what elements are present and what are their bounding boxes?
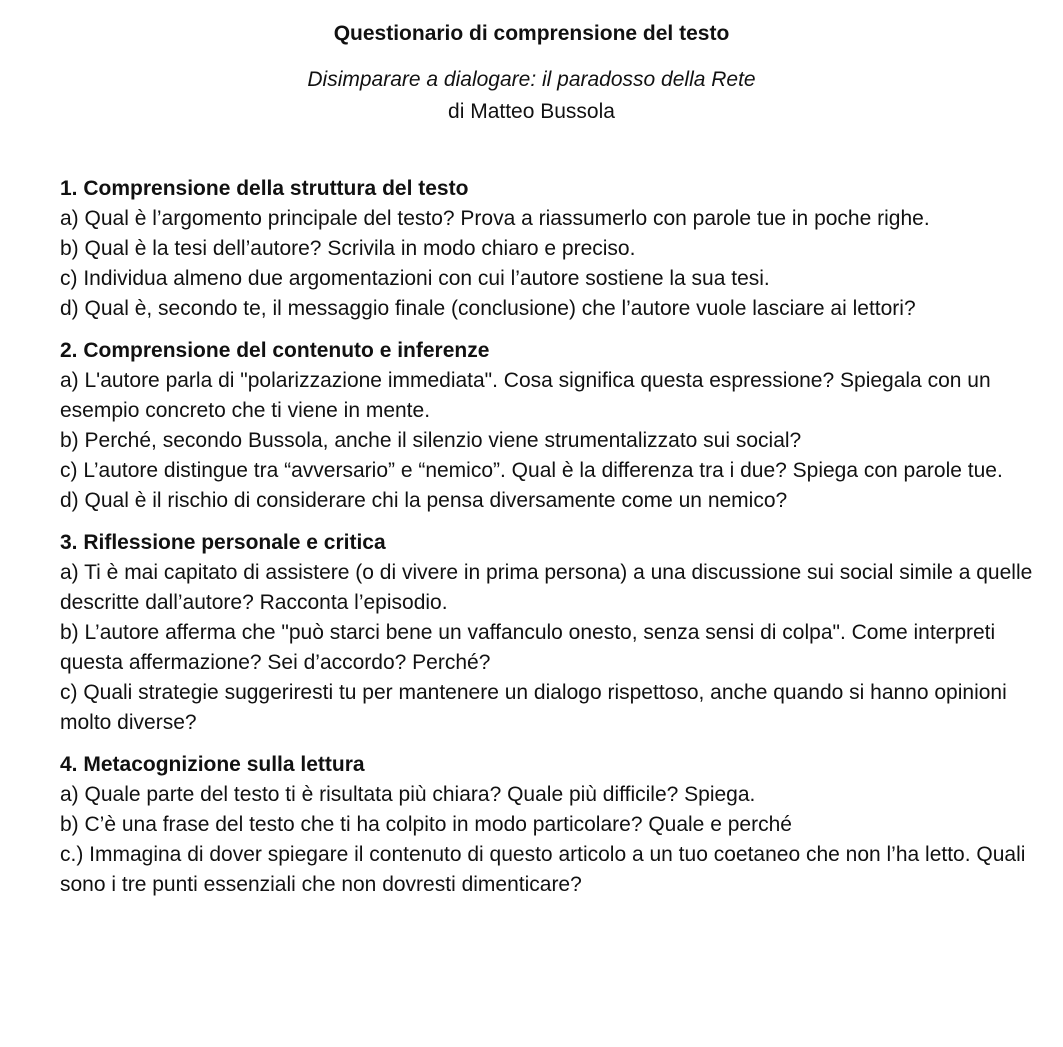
question-2c: c) L’autore distingue tra “avversario” e “nemico”. Qual è la differenza tra i due? Spiega con parole tue. [60,459,1003,482]
section-metacognition [60,750,1033,900]
question-4a: a) Quale parte del testo ti è risultata più chiara? Quale più difficile? Spiega. [60,783,756,806]
section-heading: 4. Metacognizione sulla lettura [60,753,365,776]
question-2a: a) L'autore parla di "polarizzazione immediata". Cosa significa questa espressione? Spiegala con un esempio concreto che ti viene in mente. [60,369,991,422]
question-1d: d) Qual è, secondo te, il messaggio finale (conclusione) che l’autore vuole lasciare ai lettori? [60,297,916,320]
question-2b: b) Perché, secondo Bussola, anche il silenzio viene strumentalizzato sui social? [60,429,802,452]
section-reflection [60,528,1033,738]
article-title: Disimparare a dialogare: il paradosso della Rete [307,68,756,91]
section-heading: 1. Comprensione della struttura del testo [60,177,469,200]
document-header [30,18,1033,128]
question-3a: a) Ti è mai capitato di assistere (o di vivere in prima persona) a una discussione sui social simile a quelle descritte dall’autore? Racconta l’episodio. [60,561,1033,614]
question-4b: b) C’è una frase del testo che ti ha colpito in modo particolare? Quale e perché [60,813,792,836]
question-4c: c.) Immagina di dover spiegare il contenuto di questo articolo a un tuo coetaneo che non l’ha letto. Quali sono i tre punti essenziali che non dovresti dimenticare? [60,843,1026,896]
section-content [60,336,1033,516]
section-structure [60,174,1033,324]
section-heading: 2. Comprensione del contenuto e inferenze [60,339,490,362]
question-1c: c) Individua almeno due argomentazioni con cui l’autore sostiene la sua tesi. [60,267,770,290]
section-heading: 3. Riflessione personale e critica [60,531,386,554]
article-author: di Matteo Bussola [448,100,615,123]
document-title: Questionario di comprensione del testo [333,22,730,45]
question-1b: b) Qual è la tesi dell’autore? Scrivila in modo chiaro e preciso. [60,237,636,260]
question-2d: d) Qual è il rischio di considerare chi la pensa diversamente come un nemico? [60,489,788,512]
question-3c: c) Quali strategie suggeriresti tu per mantenere un dialogo rispettoso, anche quando si hanno opinioni molto diverse? [60,681,1007,734]
question-3b: b) L’autore afferma che "può starci bene un vaffanculo onesto, senza sensi di colpa". Come interpreti questa affermazione? Sei d’accordo? Perché? [60,621,996,674]
question-1a: a) Qual è l’argomento principale del testo? Prova a riassumerlo con parole tue in poche righe. [60,207,930,230]
question-sections [60,174,1033,900]
